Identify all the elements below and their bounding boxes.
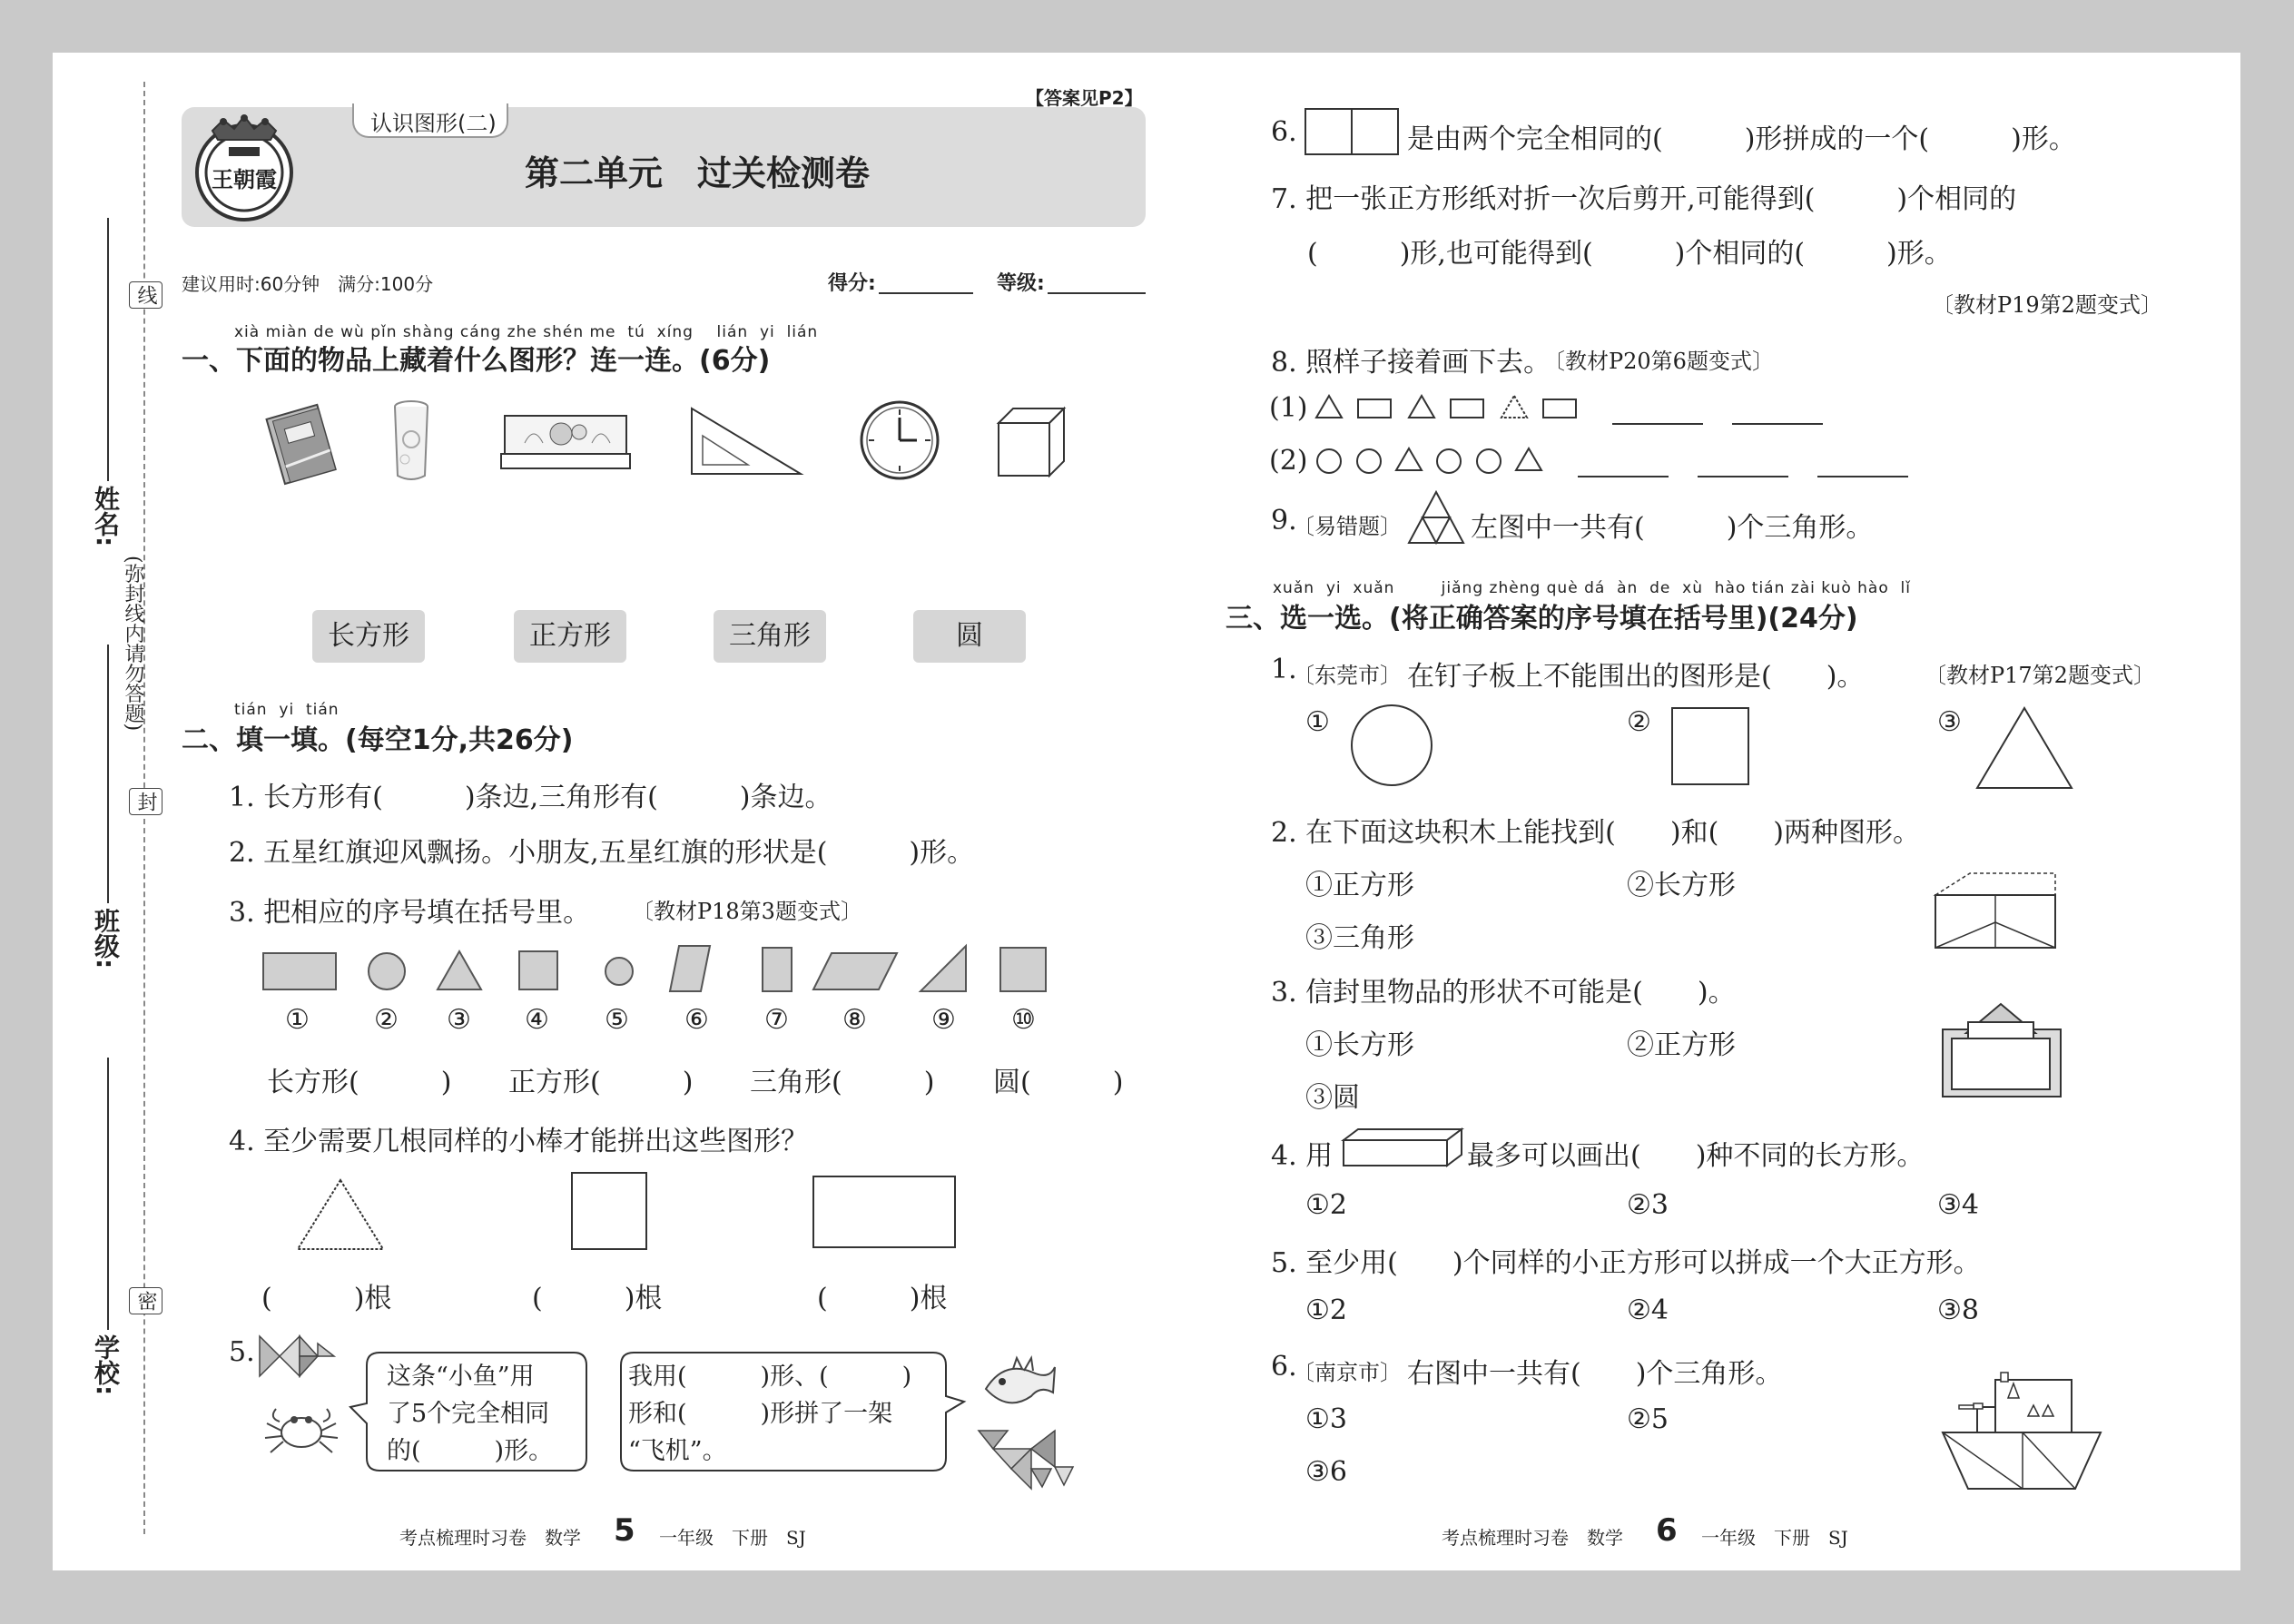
q3-number-2: ② (374, 1004, 399, 1036)
footer-right-grade: 一年级 下册 SJ (1701, 1527, 1848, 1549)
s3-q5-option-3[interactable]: ③8 (1937, 1294, 1979, 1326)
shape-1-rectangle (263, 953, 336, 989)
school-label: 学校: (91, 1334, 121, 1396)
s3-q1-ref: 〔教材P17第2题变式〕 (1925, 663, 2155, 688)
cake-box-picture (497, 407, 634, 472)
s3-q6-option-3[interactable]: ③6 (1305, 1456, 1347, 1488)
class-field[interactable] (107, 645, 109, 903)
bubble-1-line-3[interactable]: 的( )形。 (387, 1437, 554, 1465)
s3-q3-text[interactable]: 3. 信封里物品的形状不可能是( )。 (1271, 977, 1736, 1009)
right-q6-figure (1304, 107, 1400, 156)
clock-picture (859, 399, 940, 481)
section2-title: 二、填一填。(每空1分,共26分) (182, 724, 574, 756)
right-q8-row2-label: (2) (1269, 445, 1308, 477)
s3-q3-envelope-figure (1941, 1002, 2063, 1098)
shape-4-square (519, 951, 557, 989)
footer-left-grade: 一年级 下册 SJ (659, 1527, 806, 1549)
s3-q5-text[interactable]: 5. 至少用( )个同样的小正方形可以拼成一个大正方形。 (1271, 1247, 1981, 1279)
s3-q1-option-3[interactable]: ③ (1937, 706, 1962, 738)
q3-number-7: ⑦ (764, 1004, 789, 1036)
right-q9-tag: 〔易错题〕 (1293, 514, 1402, 539)
q3-number-10: ⑩ (1011, 1004, 1036, 1036)
s3-q1-circle (1349, 703, 1434, 788)
time-score: 建议用时:60分钟 满分:100分 (182, 273, 434, 295)
crab-picture (263, 1398, 340, 1458)
q4-rectangle (812, 1175, 957, 1249)
section2-q1: 1. 长方形有( )条边,三角形有( )条边。 (229, 782, 832, 813)
shape-2-circle (369, 953, 405, 989)
publisher-logo (192, 114, 297, 223)
q3-answer-circle[interactable]: 圆( ) (993, 1067, 1124, 1098)
section2-q2: 2. 五星红旗迎风飘扬。小朋友,五星红旗的形状是( )形。 (229, 837, 975, 869)
right-q9-text[interactable]: 左图中一共有( )个三角形。 (1471, 512, 1874, 544)
shape-6-parallelogram (670, 946, 710, 991)
s3-q1-triangle (1975, 706, 2073, 790)
q3-number-3: ③ (447, 1004, 471, 1036)
s3-q4-option-2[interactable]: ②3 (1627, 1189, 1669, 1221)
option-square[interactable]: 正方形 (514, 610, 626, 663)
section1-title: 一、下面的物品上藏着什么图形？连一连。(6分) (182, 345, 771, 377)
s3-q6-number: 6. (1271, 1351, 1297, 1383)
fish-character-picture (977, 1353, 1060, 1416)
q8-row2-blank-2[interactable] (1698, 476, 1788, 477)
binding-tight-mark: 密 (129, 1287, 162, 1314)
grade-field[interactable] (1048, 292, 1146, 294)
q4-answer-square[interactable]: ( )根 (532, 1283, 663, 1314)
s3-q4-pre: 4. 用 (1271, 1140, 1334, 1172)
answer-reference: 【答案见P2】 (1026, 87, 1143, 109)
s3-q1-tag: 〔东莞市〕 (1293, 663, 1402, 688)
q4-square (570, 1171, 648, 1251)
right-q8-row1-pattern (1314, 390, 1823, 427)
right-q8-ref: 〔教材P20第6题变式〕 (1543, 349, 1774, 374)
s3-q4-option-1[interactable]: ①2 (1305, 1189, 1347, 1221)
s3-q2-block-figure (1934, 871, 2061, 950)
binding-notice: (弥封线内请勿答题) (122, 556, 144, 732)
s3-q1-option-1[interactable]: ① (1305, 706, 1330, 738)
q4-answer-triangle[interactable]: ( )根 (261, 1283, 392, 1314)
bubble-2-line-2[interactable]: 形和( )形拼了一架 (628, 1400, 893, 1428)
section2-q5-number: 5. (229, 1336, 255, 1368)
score-label: 得分: (828, 272, 876, 295)
q8-row1-blank-2[interactable] (1732, 423, 1823, 425)
right-q9-figure (1407, 490, 1465, 546)
footer-left-page: 5 (614, 1512, 635, 1549)
shape-7-rectangle (763, 948, 792, 991)
notebook-picture (261, 401, 343, 483)
s3-q1-option-2[interactable]: ② (1627, 706, 1651, 738)
bubble-2-text (628, 1358, 911, 1470)
s3-q2-text[interactable]: 2. 在下面这块积木上能找到( )和( )两种图形。 (1271, 817, 1920, 849)
s3-q6-boat-figure (1941, 1371, 2102, 1492)
grade-label: 等级: (997, 272, 1045, 295)
score-field[interactable] (879, 292, 973, 294)
s3-q4-cuboid-figure (1342, 1127, 1463, 1167)
s3-q5-option-1[interactable]: ①2 (1305, 1294, 1347, 1326)
s3-q4-option-3[interactable]: ③4 (1937, 1189, 1979, 1221)
s3-q1-text[interactable]: 在钉子板上不能围出的图形是( )。 (1407, 661, 1865, 693)
q3-number-8: ⑧ (842, 1004, 867, 1036)
q3-number-9: ⑨ (931, 1004, 956, 1036)
section3-title: 三、选一选。(将正确答案的序号填在括号里)(24分) (1226, 603, 1858, 635)
s3-q6-option-2[interactable]: ②5 (1627, 1403, 1669, 1435)
right-q8-row1-label: (1) (1269, 392, 1308, 424)
bubble-1-line-2: 了5个完全相同 (387, 1400, 550, 1428)
bubble-2-line-1[interactable]: 我用( )形、( ) (628, 1363, 912, 1391)
s3-q6-tag: 〔南京市〕 (1293, 1360, 1402, 1385)
right-q8-row2-pattern (1314, 443, 1551, 479)
q3-number-6: ⑥ (684, 1004, 709, 1036)
section1-pinyin: xià miàn de wù pǐn shàng cáng zhe shén me tú xíng lián yi lián (234, 323, 819, 341)
s3-q3-option-3[interactable]: ③圆 (1305, 1082, 1360, 1114)
header-badge: 认识图形(二) (370, 111, 497, 136)
q3-answer-rectangle[interactable]: 长方形( ) (267, 1067, 452, 1098)
s3-q6-text[interactable]: 右图中一共有( )个三角形。 (1407, 1358, 1783, 1390)
right-q8-text: 8. 照样子接着画下去。 (1271, 347, 1551, 379)
q3-number-5: ⑤ (605, 1004, 629, 1036)
section2-q4: 4. 至少需要几根同样的小棒才能拼出这些图形？ (229, 1126, 809, 1157)
s3-q5-option-2[interactable]: ②4 (1627, 1294, 1669, 1326)
set-square-picture (688, 405, 804, 477)
right-q6-text[interactable]: 是由两个完全相同的( )形拼成的一个( )形。 (1407, 123, 2076, 155)
airplane-tangram-picture (977, 1422, 1077, 1491)
cup-picture (389, 399, 434, 483)
shape-8-parallelogram (813, 953, 897, 989)
q3-number-4: ④ (525, 1004, 549, 1036)
option-circle[interactable]: 圆 (913, 610, 1026, 663)
footer-right-page: 6 (1656, 1512, 1678, 1549)
section2-pinyin: tián yi tián (234, 701, 340, 719)
s3-q3-option-2[interactable]: ②正方形 (1627, 1029, 1736, 1061)
section2-q3: 3. 把相应的序号填在括号里。 (229, 897, 591, 929)
name-field[interactable] (107, 218, 109, 481)
footer-right-text: 考点梳理时习卷 数学 (1442, 1527, 1623, 1549)
shape-3-triangle (438, 951, 481, 989)
s3-q4-post[interactable]: 最多可以画出( )种不同的长方形。 (1467, 1140, 1925, 1172)
school-field[interactable] (107, 1058, 109, 1330)
page-title: 第二单元 过关检测卷 (525, 153, 871, 193)
class-label: 班级: (91, 908, 121, 969)
q3-shape-row (260, 944, 1058, 995)
svg-text:王朝霞: 王朝霞 (212, 166, 277, 192)
option-rectangle[interactable]: 长方形 (312, 610, 425, 663)
right-q7-line1[interactable]: 7. 把一张正方形纸对折一次后剪开,可能得到( )个相同的 (1271, 183, 2017, 215)
q8-row2-blank-1[interactable] (1578, 476, 1669, 477)
right-q7-ref: 〔教材P19第2题变式〕 (1932, 292, 2162, 318)
option-triangle[interactable]: 三角形 (714, 610, 826, 663)
name-label: 姓名: (91, 486, 121, 547)
footer-left-text: 考点梳理时习卷 数学 (399, 1527, 581, 1549)
q3-answer-triangle[interactable]: 三角形( ) (750, 1067, 935, 1098)
s3-q3-option-1[interactable]: ①长方形 (1305, 1029, 1414, 1061)
right-q9-number: 9. (1271, 505, 1297, 536)
shape-5-circle (605, 958, 633, 985)
bubble-1-line-1: 这条“小鱼”用 (387, 1363, 535, 1391)
q8-row1-blank-1[interactable] (1612, 423, 1703, 425)
section3-pinyin: xuǎn yi xuǎn jiǎng zhèng què dá àn de xù hào tián zài kuò hào lǐ (1273, 579, 1911, 597)
fish-tangram-picture (258, 1331, 336, 1382)
right-q6-number: 6. (1271, 116, 1297, 148)
s3-q1-number: 1. (1271, 654, 1297, 685)
section2-q3-ref: 〔教材P18第3题变式〕 (632, 899, 862, 924)
shape-9-triangle (921, 946, 966, 991)
binding-seal-mark: 封 (129, 788, 162, 815)
q8-row2-blank-3[interactable] (1817, 476, 1908, 477)
q4-triangle (294, 1176, 387, 1253)
s3-q2-option-1[interactable]: ①正方形 (1305, 870, 1414, 901)
s3-q2-option-3[interactable]: ③三角形 (1305, 922, 1414, 954)
shape-10-square (1000, 948, 1046, 991)
bubble-2-line-3: “飞机”。 (628, 1437, 727, 1465)
cube-picture (995, 405, 1069, 479)
q3-number-1: ① (285, 1004, 310, 1036)
binding-line-mark: 线 (129, 281, 162, 309)
s3-q2-option-2[interactable]: ②长方形 (1627, 870, 1736, 901)
bubble-1-text (387, 1358, 553, 1470)
s3-q6-option-1[interactable]: ①3 (1305, 1403, 1347, 1435)
s3-q1-square (1670, 706, 1750, 786)
right-q7-line2[interactable]: ( )形,也可能得到( )个相同的( )形。 (1307, 238, 1952, 270)
q3-answer-square[interactable]: 正方形( ) (508, 1067, 694, 1098)
q4-answer-rectangle[interactable]: ( )根 (817, 1283, 948, 1314)
